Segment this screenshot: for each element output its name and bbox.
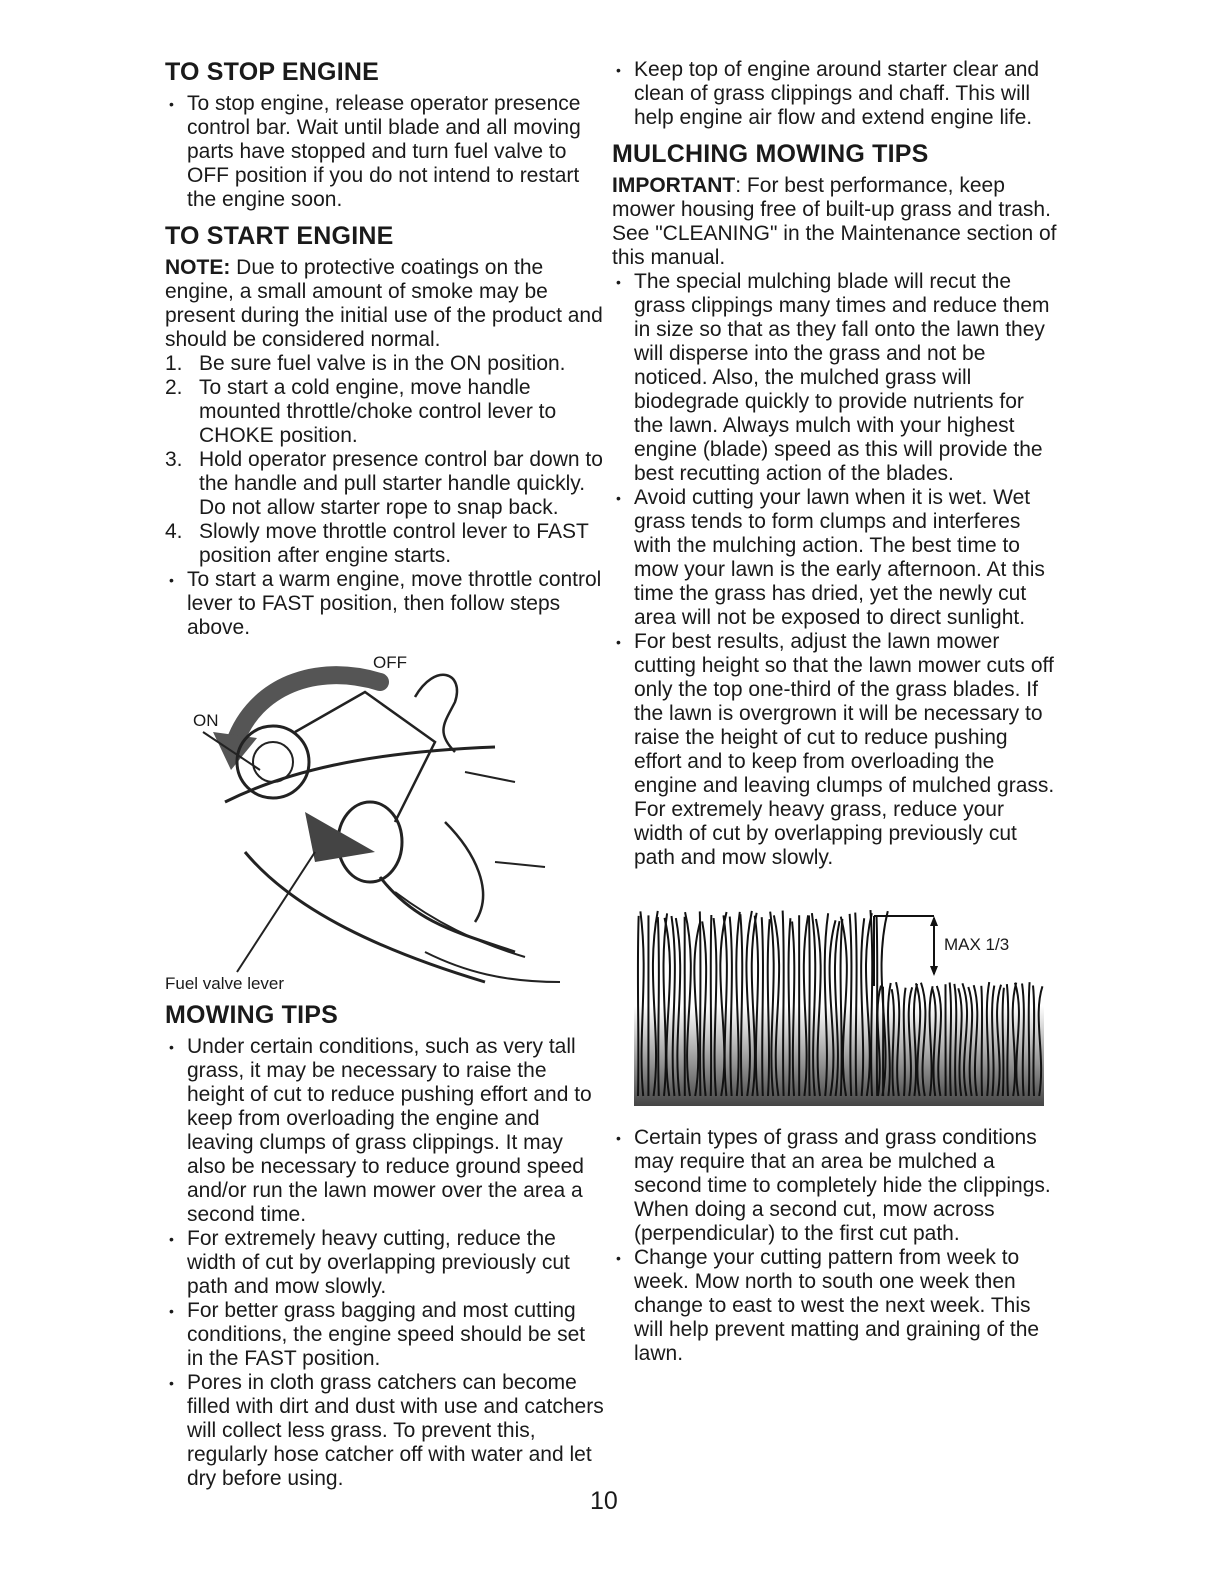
list-item: • The special mulching blade will recut the grass clippings many times and reduce them in size so that as they fall onto the lawn they will disperse into the grass and not be noticed. Also, the mulched grass will biodegrade quickly to provide nutrients for the lawn. Always mulch with your highest engine (blade) speed as this will provide the best recutting action of the blades. bbox=[612, 270, 1057, 486]
important-label: IMPORTANT bbox=[612, 174, 736, 197]
step-number: 1. bbox=[165, 352, 183, 375]
important-text: : For best performance, keep mower housing free of built-up grass and trash. See "CLEANING" in the Maintenance section of this manual. bbox=[612, 174, 1057, 269]
step-item bbox=[165, 376, 605, 448]
note-paragraph bbox=[165, 256, 605, 352]
page-number: 10 bbox=[590, 1487, 618, 1515]
list-item: • Change your cutting pattern from week to week. Mow north to south one week then change to east to west the next week. This will help prevent matting and graining of the lawn. bbox=[612, 1246, 1057, 1366]
second-cut-list bbox=[612, 1126, 1057, 1366]
stop-engine-heading: TO STOP ENGINE bbox=[165, 58, 379, 86]
right-column bbox=[612, 58, 1057, 1366]
engine-care-list bbox=[612, 58, 1057, 130]
grass-height-figure bbox=[634, 896, 1044, 1106]
list-item: • To start a warm engine, move throttle control lever to FAST position, then follow steps above. bbox=[165, 568, 605, 640]
step-item bbox=[165, 352, 605, 376]
note-label: NOTE: bbox=[165, 256, 231, 279]
important-paragraph bbox=[612, 174, 1057, 270]
step-number: 2. bbox=[165, 376, 183, 399]
step-text: Hold operator presence control bar down to the handle and pull starter handle quickly. Do not allow starter rope to snap back. bbox=[199, 448, 603, 519]
step-text: Be sure fuel valve is in the ON position. bbox=[199, 352, 566, 375]
off-label: OFF bbox=[373, 653, 407, 672]
on-label: ON bbox=[193, 711, 219, 730]
list-item: • Avoid cutting your lawn when it is wet. Wet grass tends to form clumps and interferes with the mulching action. The best time to mow your lawn is the early afternoon. At this time the grass has dried, yet the newly cut area will not be exposed to direct sunlight. bbox=[612, 486, 1057, 630]
step-number: 3. bbox=[165, 448, 183, 471]
list-item: • Pores in cloth grass catchers can become filled with dirt and dust with use and catchers will collect less grass. To prevent this, regularly hose catcher off with water and let dry before using. bbox=[165, 1371, 605, 1491]
step-number: 4. bbox=[165, 520, 183, 543]
list-item: • For best results, adjust the lawn mower cutting height so that the lawn mower cuts off only the top one-third of the grass blades. If the lawn is overgrown it will be necessary to raise the height of cut to reduce pushing effort and to keep from overloading the engine and leaving clumps of mulched grass. For extremely heavy grass, reduce your width of cut by overlapping previously cut path and mow slowly. bbox=[612, 630, 1057, 870]
list-item: • Under certain conditions, such as very tall grass, it may be necessary to raise the height of cut to reduce pushing effort and to keep from overloading the engine and leaving clumps of grass clippings. It may also be necessary to reduce ground speed and/or run the lawn mower over the area a second time. bbox=[165, 1035, 605, 1227]
step-text: Slowly move throttle control lever to FAST position after engine starts. bbox=[199, 520, 589, 567]
left-column bbox=[165, 58, 605, 1491]
grass-illustration bbox=[634, 896, 1044, 1106]
mulching-tips-list bbox=[612, 270, 1057, 870]
step-text: To start a cold engine, move handle mounted throttle/choke control lever to CHOKE position. bbox=[199, 376, 557, 447]
note-text: Due to protective coatings on the engine, a small amount of smoke may be present during the initial use of the product and should be considered normal. bbox=[165, 256, 603, 351]
list-item: • For extremely heavy cutting, reduce the width of cut by overlapping previously cut path and mow slowly. bbox=[165, 1227, 605, 1299]
mowing-tips-heading: MOWING TIPS bbox=[165, 1001, 339, 1029]
list-item: • Keep top of engine around starter clear and clean of grass clippings and chaff. This will help engine air flow and extend engine life. bbox=[612, 58, 1057, 130]
fuel-valve-figure bbox=[165, 652, 585, 997]
start-engine-heading: TO START ENGINE bbox=[165, 222, 394, 250]
mulching-tips-heading: MULCHING MOWING TIPS bbox=[612, 140, 929, 168]
step-item bbox=[165, 520, 605, 568]
warm-start-list bbox=[165, 568, 605, 640]
list-item: • To stop engine, release operator presence control bar. Wait until blade and all moving parts have stopped and turn fuel valve to OFF position if you do not intend to restart the engine soon. bbox=[165, 92, 605, 212]
step-item bbox=[165, 448, 605, 520]
max-label: MAX 1/3 bbox=[944, 935, 1010, 954]
fuel-valve-illustration bbox=[165, 652, 585, 997]
fuel-valve-label: Fuel valve lever bbox=[165, 974, 285, 993]
stop-engine-list bbox=[165, 92, 605, 212]
start-steps-list bbox=[165, 352, 605, 568]
list-item: • For better grass bagging and most cutting conditions, the engine speed should be set in the FAST position. bbox=[165, 1299, 605, 1371]
list-item: • Certain types of grass and grass conditions may require that an area be mulched a second time to completely hide the clippings. When doing a second cut, mow across (perpendicular) to the first cut path. bbox=[612, 1126, 1057, 1246]
mowing-tips-list bbox=[165, 1035, 605, 1491]
